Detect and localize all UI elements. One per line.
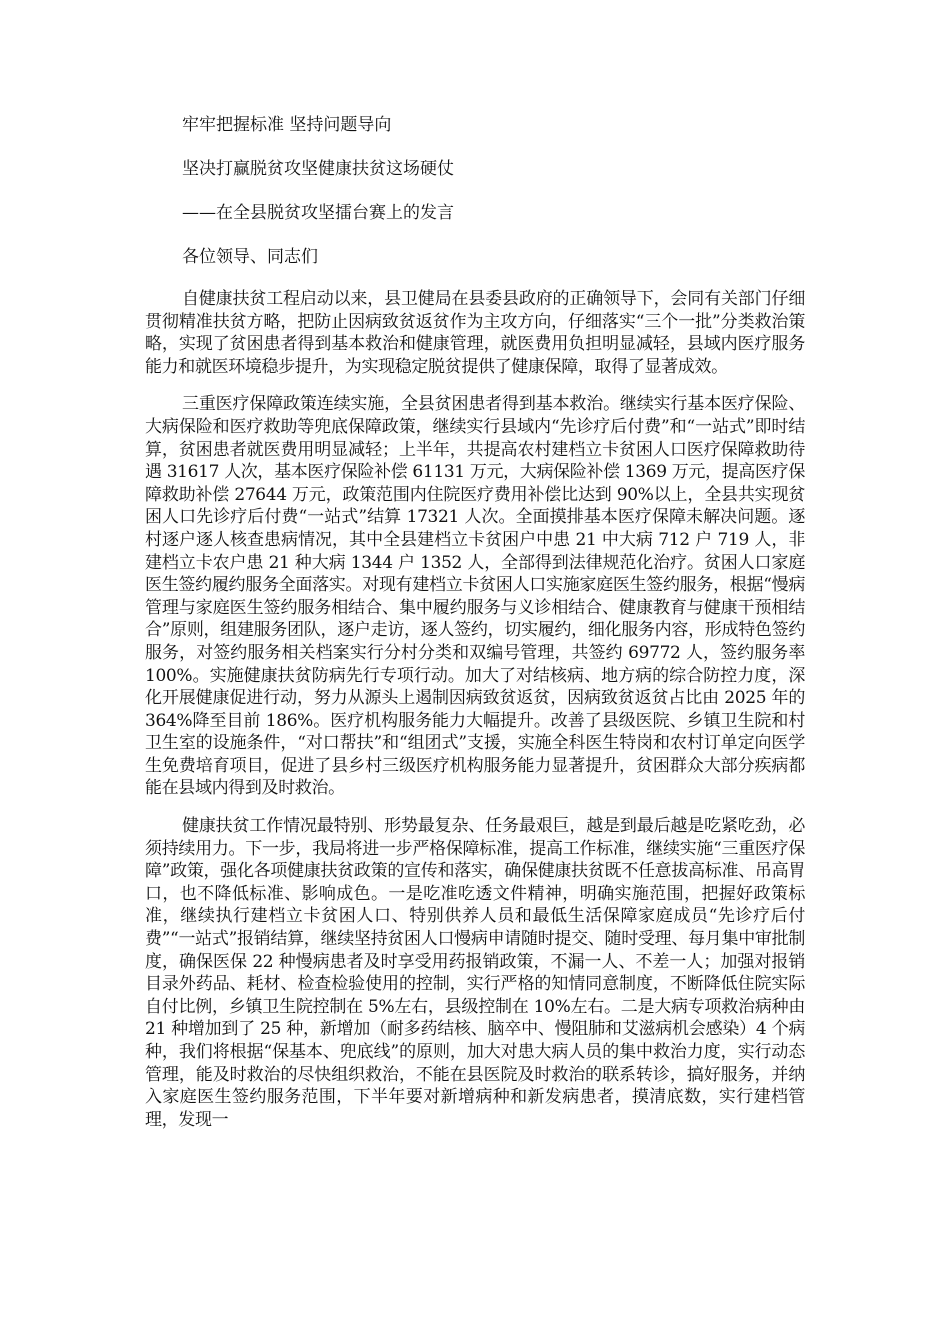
document-subtitle: ——在全县脱贫攻坚擂台赛上的发言 — [182, 203, 454, 223]
document-title-line-2: 坚决打赢脱贫攻坚健康扶贫这场硬仗 — [182, 159, 454, 179]
paragraph-next-steps: 健康扶贫工作情况最特别、形势最复杂、任务最艰巨，越是到最后越是吃紧吃劲，必须持续用力。下一步，我局将进一步严格保障标准，提高工作标准，继续实施“三重医疗保障”政策，强化各项健康扶贫政策的宣传和落实，确保健康扶贫既不任意拔高标准、吊高胃口，也不降低标准、影响成色。一是吃准吃透文件精神，明确实施范围，把握好政策标准，继续执行建档立卡贫困人口、特别供养人员和最低生活保障家庭成员“先诊疗后付费”“一站式”报销结算，继续坚持贫困人口慢病申请随时提交、随时受理、每月集中审批制度，确保医保 22 种慢病患者及时享受用药报销政策，不漏一人、不差一人；加强对报销目录外药品、耗材、检查检验使用的控制，实行严格的知情同意制度，不断降低住院实际自付比例，乡镇卫生院控制在 5%左右，县级控制在 10%左右。二是大病专项救治病种由 21 种增加到了 25 种，新增加（耐多药结核、脑卒中、慢阻肺和艾滋病机会感染）4 个病种，我们将根据“保基本、兜底线”的原则，加大对患大病人员的集中救治力度，实行动态管理，能及时救治的尽快组织救治，不能在县医院及时救治的联系转诊，搞好服务，并纳入家庭医生签约服务范围，下半年要对新增病种和新发病患者，摸清底数，实行建档管理，发现一 — [145, 816, 805, 1130]
document-title-line-1: 牢牢把握标准 坚持问题导向 — [182, 115, 392, 135]
paragraph-achievements: 三重医疗保障政策连续实施，全县贫困患者得到基本救治。继续实行基本医疗保险、大病保险和医疗救助等兜底保障政策，继续实行县域内“先诊疗后付费”和“一站式”即时结算，贫困患者就医费用明显减轻；上半年，共提高农村建档立卡贫困人口医疗保障救助待遇 31617 人次，基本医疗保险补偿 61131 万元，大病保险补偿 1369 万元，提高医疗保障救助补偿 27644 万元，政策范围内住院医疗费用补偿比达到 90%以上，全县共实现贫困人口先诊疗后付费“一站式”结算 17321 人次。全面摸排基本医疗保障未解决问题。逐村逐户逐人核查患病情况，其中全县建档立卡贫困户中患 21 中大病 712 户 719 人，非建档立卡农户患 21 种大病 1344 户 1352 人，全部得到法律规范化治疗。贫困人口家庭医生签约履约服务全面落实。对现有建档立卡贫困人口实施家庭医生签约服务，根据“慢病管理与家庭医生签约服务相结合、集中履约服务与义诊相结合、健康教育与健康干预相结合”原则，组建服务团队，逐户走访，逐人签约，切实履约，细化服务内容，形成特色签约服务，对签约服务相关档案实行分村分类和双编号管理，共签约 69772 人，签约服务率 100%。实施健康扶贫防病先行专项行动。加大了对结核病、地方病的综合防控力度，深化开展健康促进行动，努力从源头上遏制因病致贫返贫，因病致贫返贫占比由 2025 年的 364%降至目前 186%。医疗机构服务能力大幅提升。改善了县级医院、乡镇卫生院和村卫生室的设施条件，“对口帮扶”和“组团式”支援，实施全科医生特岗和农村订单定向医学生免费培育项目，促进了县乡村三级医疗机构服务能力显著提升，贫困群众大部分疾病都能在县域内得到及时救治。 — [145, 394, 805, 799]
document-body — [145, 112, 805, 1131]
paragraph-introduction: 自健康扶贫工程启动以来，县卫健局在县委县政府的正确领导下，会同有关部门仔细贯彻精准扶贫方略，把防止因病致贫返贫作为主攻方向，仔细落实“三个一批”分类救治策略，实现了贫困患者得到基本救治和健康管理，就医费用负担明显减轻，县域内医疗服务能力和就医环境稳步提升，为实现稳定脱贫提供了健康保障，取得了显著成效。 — [145, 289, 805, 377]
document-salutation: 各位领导、同志们 — [182, 247, 318, 267]
